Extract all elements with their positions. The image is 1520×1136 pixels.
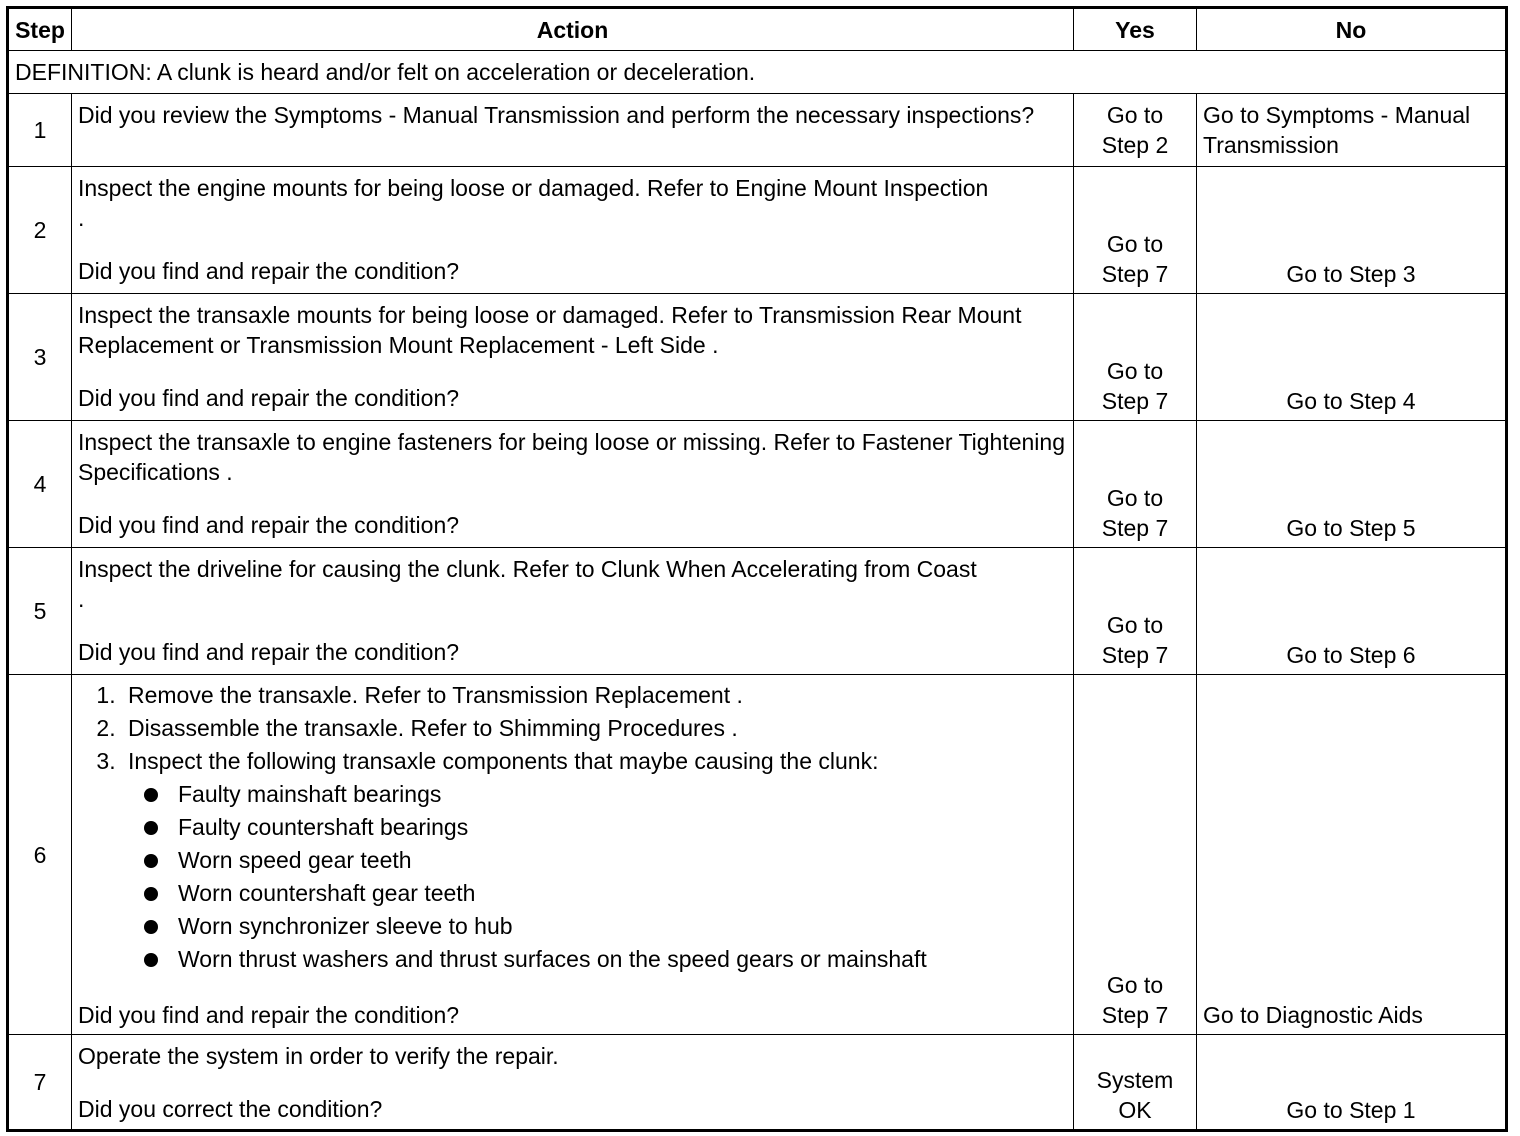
header-yes: Yes	[1074, 8, 1197, 51]
table-row	[8, 675, 1507, 1035]
question-text: Did you find and repair the condition?	[78, 639, 460, 665]
table-row	[8, 1035, 1507, 1131]
component-item: Faulty mainshaft bearings	[172, 778, 1067, 811]
action-text: Did you review the Symptoms - Manual Transmission and perform the necessary inspections?	[78, 102, 1035, 128]
component-item: Worn countershaft gear teeth	[172, 877, 1067, 910]
header-row	[8, 8, 1507, 51]
diagnostic-table	[6, 6, 1508, 1132]
action-text: Operate the system in order to verify the repair.	[78, 1043, 559, 1069]
step-number: 3	[8, 294, 72, 421]
yes-line-1: Go to	[1106, 612, 1164, 638]
action-cell	[72, 675, 1074, 1035]
question-text: Did you find and repair the condition?	[78, 385, 460, 411]
no-cell: Go to Step 6	[1197, 548, 1507, 675]
action-text: Inspect the engine mounts for being loose or damaged. Refer to Engine Mount Inspection	[78, 175, 989, 201]
no-line-2: Transmission	[1203, 132, 1339, 158]
action-text: Inspect the transaxle to engine fasteners for being loose or missing. Refer to Fastener Tightening Specifications .	[78, 429, 1066, 485]
procedure-step-text: Inspect the following transaxle components that maybe causing the clunk:	[128, 748, 879, 774]
step-number: 7	[8, 1035, 72, 1131]
yes-line-2: Step 7	[1101, 388, 1169, 414]
header-step: Step	[8, 8, 72, 51]
action-tail: .	[78, 586, 85, 612]
component-item: Worn speed gear teeth	[172, 844, 1067, 877]
yes-cell	[1074, 294, 1197, 421]
step-number: 4	[8, 421, 72, 548]
no-cell: Go to Step 5	[1197, 421, 1507, 548]
action-cell	[72, 548, 1074, 675]
yes-line-2: Step 7	[1101, 261, 1169, 287]
step-number: 6	[8, 675, 72, 1035]
component-list	[128, 778, 1067, 976]
no-cell: Go to Diagnostic Aids	[1197, 675, 1507, 1035]
action-cell	[72, 421, 1074, 548]
yes-line-2: Step 2	[1101, 132, 1169, 158]
step-number: 5	[8, 548, 72, 675]
component-item: Worn thrust washers and thrust surfaces on the speed gears or mainshaft	[172, 943, 1067, 976]
component-item: Worn synchronizer sleeve to hub	[172, 910, 1067, 943]
action-cell	[72, 167, 1074, 294]
yes-line-2: OK	[1118, 1097, 1152, 1123]
step-number: 2	[8, 167, 72, 294]
table-row	[8, 167, 1507, 294]
yes-line-1: Go to	[1106, 102, 1164, 128]
question-text: Did you find and repair the condition?	[78, 512, 460, 538]
yes-line-1: Go to	[1106, 231, 1164, 257]
no-cell: Go to Step 3	[1197, 167, 1507, 294]
header-action: Action	[72, 8, 1074, 51]
header-no: No	[1197, 8, 1507, 51]
action-tail: .	[78, 205, 85, 231]
step-number: 1	[8, 94, 72, 167]
procedure-step: 1. Remove the transaxle. Refer to Transmission Replacement .	[122, 679, 1067, 712]
table-row	[8, 94, 1507, 167]
procedure-step	[122, 745, 1067, 976]
yes-line-1: Go to	[1106, 485, 1164, 511]
yes-cell	[1074, 421, 1197, 548]
table-row	[8, 294, 1507, 421]
no-cell: Go to Step 4	[1197, 294, 1507, 421]
action-cell	[72, 94, 1074, 167]
yes-cell	[1074, 167, 1197, 294]
question-text: Did you correct the condition?	[78, 1096, 383, 1122]
table-row	[8, 421, 1507, 548]
definition-text: DEFINITION: A clunk is heard and/or felt on acceleration or deceleration.	[8, 51, 1507, 94]
action-cell	[72, 1035, 1074, 1131]
yes-line-1: Go to	[1106, 972, 1164, 998]
table-row	[8, 548, 1507, 675]
yes-line-1: System	[1096, 1067, 1174, 1093]
yes-line-2: Step 7	[1101, 642, 1169, 668]
action-cell	[72, 294, 1074, 421]
no-cell: Go to Step 1	[1197, 1035, 1507, 1131]
definition-row	[8, 51, 1507, 94]
no-cell	[1197, 94, 1507, 167]
procedure-step: 2. Disassemble the transaxle. Refer to Shimming Procedures .	[122, 712, 1067, 745]
no-line-1: Go to Symptoms - Manual	[1203, 102, 1471, 128]
yes-line-2: Step 7	[1101, 515, 1169, 541]
yes-cell	[1074, 94, 1197, 167]
yes-cell	[1074, 675, 1197, 1035]
action-text: Inspect the driveline for causing the clunk. Refer to Clunk When Accelerating from Coast	[78, 556, 977, 582]
component-item: Faulty countershaft bearings	[172, 811, 1067, 844]
procedure-list	[78, 679, 1067, 976]
yes-cell	[1074, 1035, 1197, 1131]
yes-cell	[1074, 548, 1197, 675]
question-text: Did you find and repair the condition?	[78, 1002, 460, 1028]
yes-line-2: Step 7	[1101, 1002, 1169, 1028]
yes-line-1: Go to	[1106, 358, 1164, 384]
action-text: Inspect the transaxle mounts for being loose or damaged. Refer to Transmission Rear Mount Replacement or Transmission Mount Replacement - Left Side .	[78, 302, 1022, 358]
question-text: Did you find and repair the condition?	[78, 258, 460, 284]
